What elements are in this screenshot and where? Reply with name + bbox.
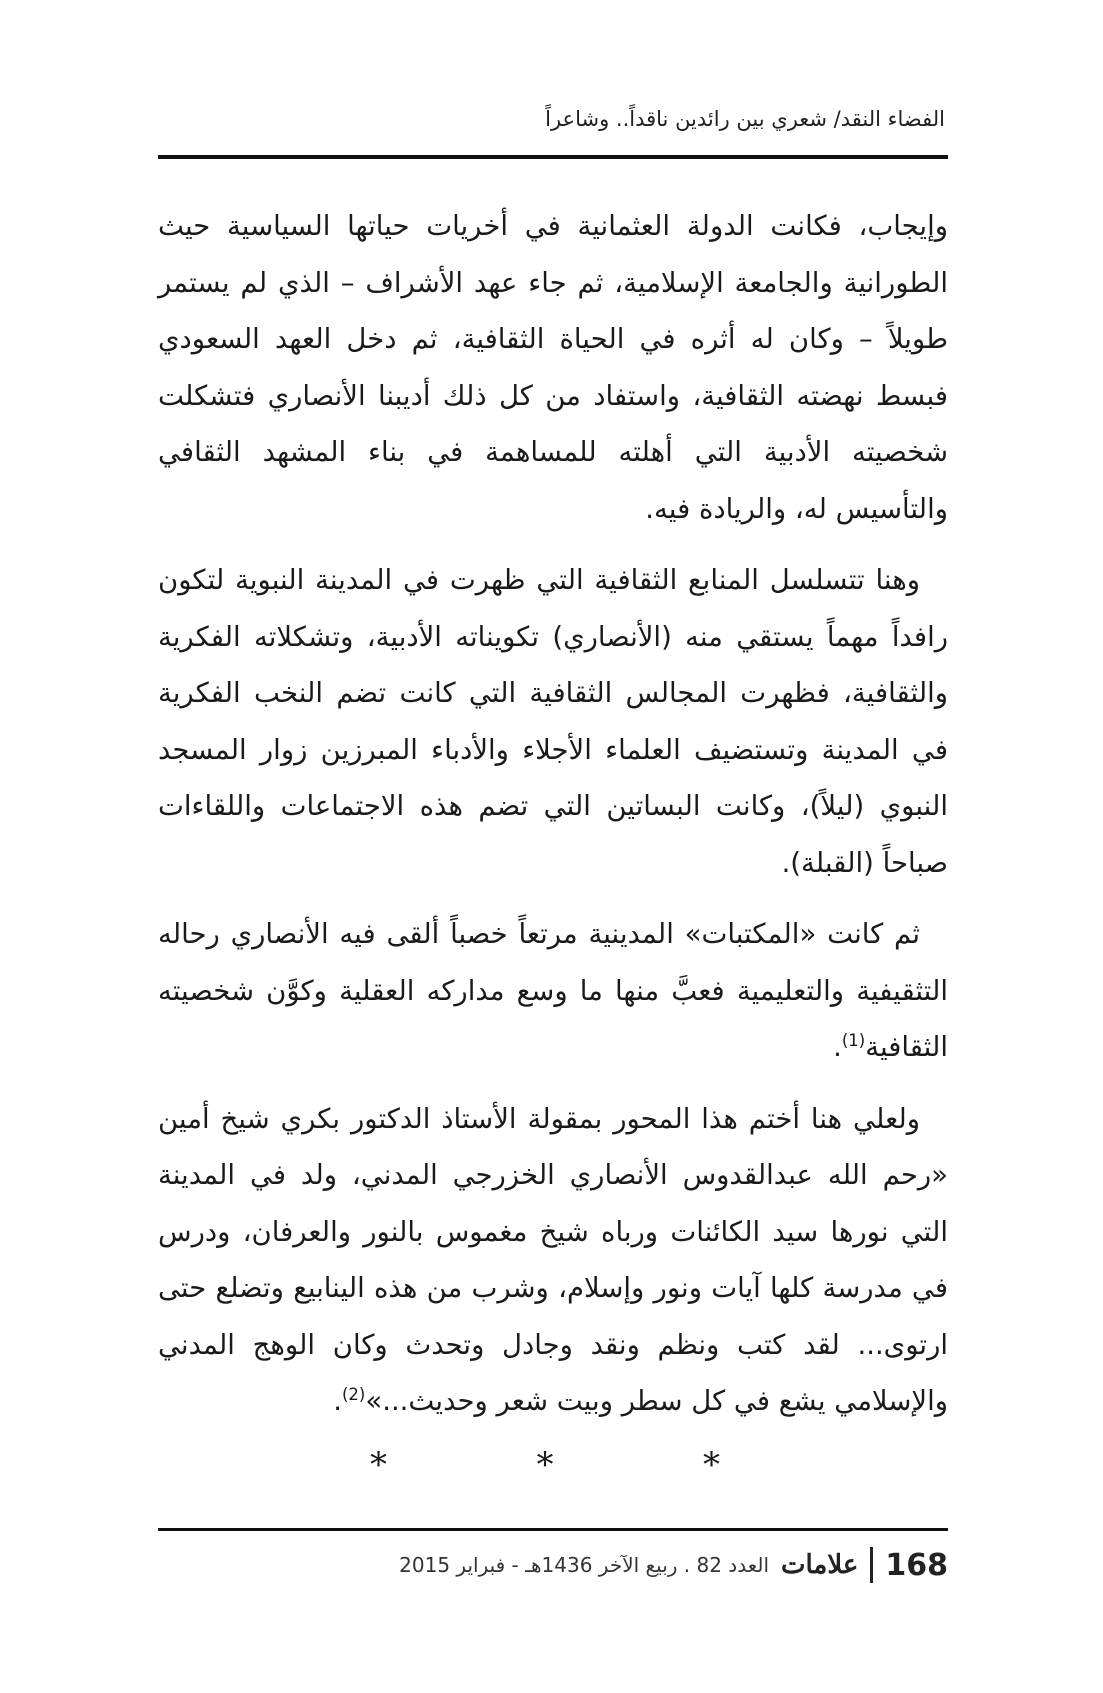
paragraph-4: ولعلي هنا أختم هذا المحور بمقولة الأستاذ الدكتور بكري شيخ أمين «رحم الله عبدالقدوس الأنصاري الخزرجي المدني، ولد في المدينة التي نورها سيد الكائنات ورباه شيخ مغموس بالنور والعرفان، ودرس في مدرسة كلها آيات ونور وإسلام، وشرب من هذه الينابيع وتضلع حتى ارتوى... لقد كتب ونظم ونقد وجادل وتحدث وكان الوهج المدني والإسلامي يشع في كل سطر وبيت شعر وحديث...»$^{(2)}$. [158, 1102, 948, 1417]
footnote-ref-1[interactable]: (1) [841, 1030, 866, 1050]
paragraph-1 [158, 198, 948, 537]
running-header: الفضاء النقد/ شعري بين رائدين ناقداً.. وشاعراً [545, 107, 945, 131]
footer-rule [158, 1528, 948, 1531]
body-text [158, 198, 948, 1445]
paragraph-2 [158, 552, 948, 891]
page-footer [330, 1540, 948, 1590]
separator-asterisk: * [536, 1445, 554, 1485]
page-number: 168 [885, 1547, 948, 1583]
journal-logo: علامات [781, 1550, 859, 1580]
issue-info: العدد 82 . ربيع الآخر 1436هـ - فبراير 2015 [399, 1553, 770, 1577]
header-rule [158, 155, 948, 159]
separator-asterisk: * [370, 1445, 387, 1485]
section-separator [370, 1445, 720, 1485]
paragraph-4-text: ولعلي هنا أختم هذا المحور بمقولة الأستاذ الدكتور بكري شيخ أمين «رحم الله عبدالقدوس الأنصاري الخزرجي المدني، ولد في المدينة التي نورها سيد الكائنات ورباه شيخ مغموس بالنور والعرفان، ودرس في مدرسة كلها آيات ونور وإسلام، وشرب من هذه الينابيع وتضلع حتى ارتوى... لقد كتب ونظم ونقد وجادل وتحدث وكان الوهج المدني والإسلامي يشع في كل سطر وبيت شعر وحديث...» [158, 1102, 948, 1417]
footnote-ref-2[interactable]: (2) [342, 1384, 366, 1404]
footer-divider [870, 1547, 873, 1583]
paragraph-3-text: ثم كانت «المكتبات» المدينية مرتعاً خصباً ألقى فيه الأنصاري رحاله التثقيفية والتعليمية فعبَّ منها ما وسع مداركه العقلية وكوَّن شخصيته الثقافية [158, 918, 948, 1063]
paragraph-2-text: وهنا تتسلسل المنابع الثقافية التي ظهرت في المدينة النبوية لتكون رافداً مهماً يستقي منه (الأنصاري) تكويناته الأدبية، وتشكلاته الفكرية والثقافية، فظهرت المجالس الثقافية التي كانت تضم النخب الفكرية في المدينة وتستضيف العلماء الأجلاء والأدباء المبرزين زوار المسجد النبوي (ليلاً)، وكانت البساتين التي تضم هذه الاجتماعات واللقاءات صباحاً (القبلة). [158, 564, 948, 879]
paragraph-1-text: وإيجاب، فكانت الدولة العثمانية في أخريات حياتها السياسية حيث الطورانية والجامعة الإسلامية، ثم جاء عهد الأشراف – الذي لم يستمر طويلاً – وكان له أثره في الحياة الثقافية، ثم دخل العهد السعودي فبسط نهضته الثقافية، واستفاد من كل ذلك أديبنا الأنصاري فتشكلت شخصيته الأدبية التي أهلته للمساهمة في بناء المشهد الثقافي والتأسيس له، والريادة فيه. [158, 210, 948, 525]
paragraph-3: ثم كانت «المكتبات» المدينية مرتعاً خصباً ألقى فيه الأنصاري رحاله التثقيفية والتعليمية فعبَّ منها ما وسع مداركه العقلية وكوَّن شخصيته الثقافية$^{(1)}$. [158, 918, 948, 1063]
separator-asterisk: * [703, 1445, 720, 1485]
